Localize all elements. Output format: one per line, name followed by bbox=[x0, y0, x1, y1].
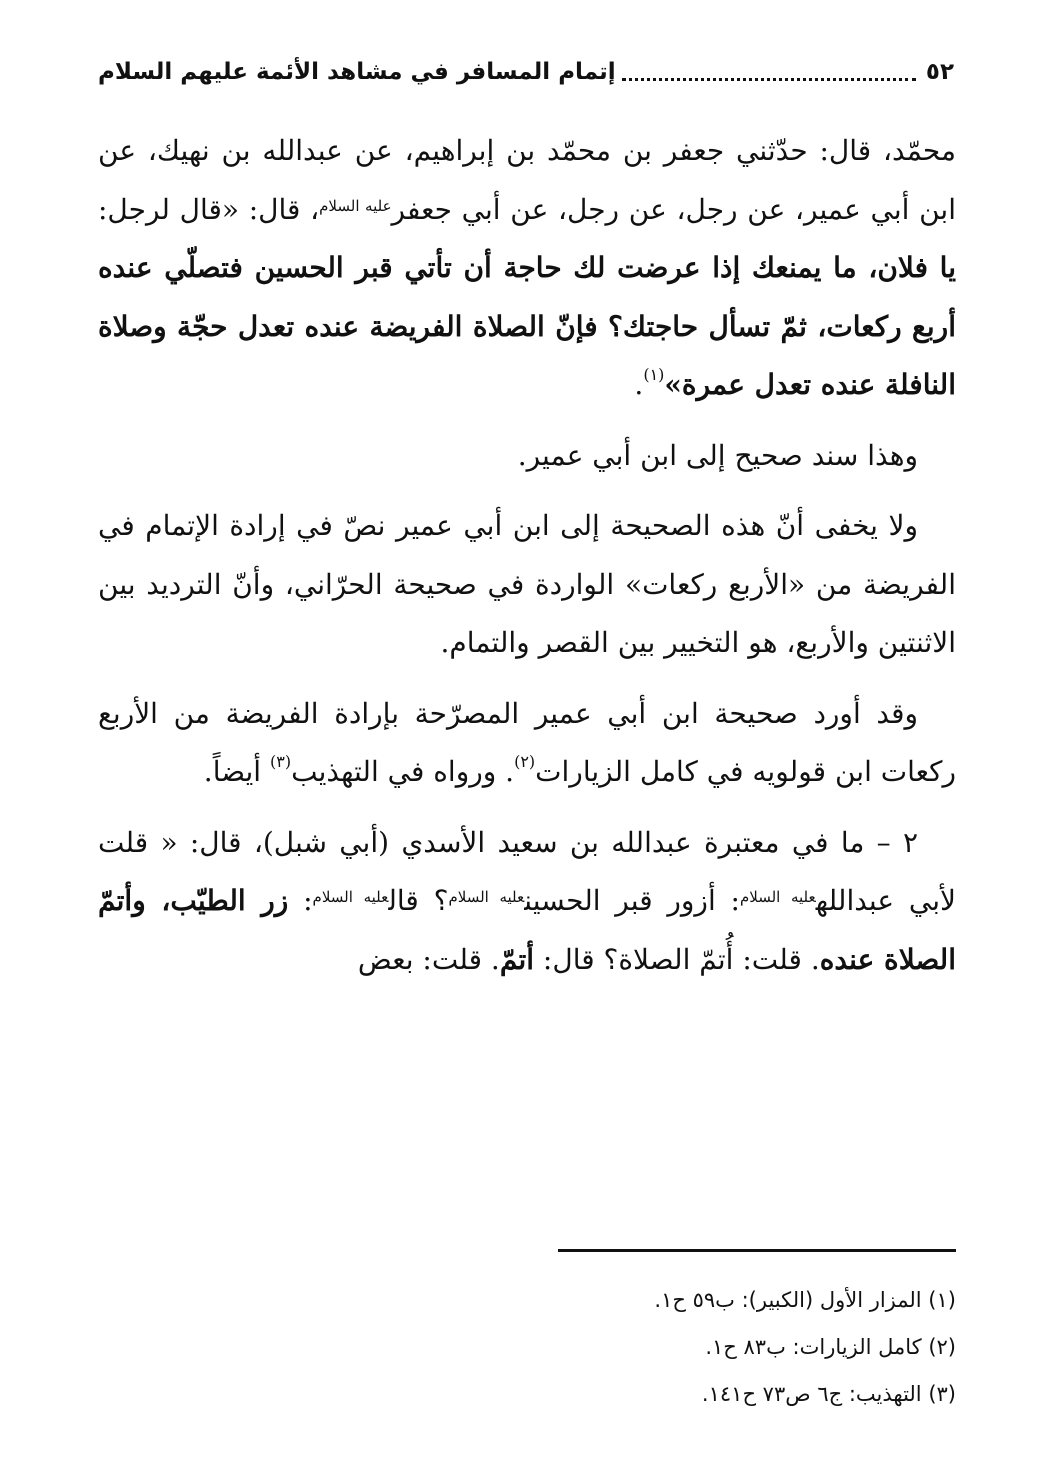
main-text bbox=[98, 122, 956, 1001]
footnote-1: (١) المزار الأول (الكبير): ب٥٩ ح١. bbox=[654, 1288, 956, 1312]
paragraph-5: ٢ – ما في معتبرة عبدالله بن سعيد الأسدي (أبي شبل)، قال: « قلت لأبي عبدالله$^{عليه السلام}$: أزور قبر الحسين$^{عليه السلام}$؟ قال$^{عليه السلام}$: زر الطيّب، وأتمّ الصلاة عنده. قلت: أُتمّ الصلاة؟ قال: أتمّ. قلت: بعض bbox=[98, 825, 956, 976]
running-header bbox=[98, 52, 954, 92]
page-number: ٥٢ bbox=[925, 59, 954, 85]
hadith-bold-text: يا فلان، ما يمنعك إذا عرضت لك حاجة أن تأتي قبر الحسين فتصلّي عنده أربع ركعات، ثمّ تسأل حاجتك؟ فإنّ الصلاة الفريضة عنده تعدل حجّة وصلاة النافلة عنده تعدل عمرة» bbox=[98, 251, 957, 401]
paragraph-1: محمّد، قال: حدّثني جعفر بن محمّد بن إبراهيم، عن عبدالله بن نهيك، عن ابن أبي عمير، عن رجل، عن رجل، عن أبي جعفر$^{عليه السلام}$، قال: «قال لرجل: يا فلان، ما يمنعك إذا عرضت لك حاجة أن تأتي قبر الحسين فتصلّي عنده أربع ركعات، ثمّ تسأل حاجتك؟ فإنّ الصلاة الفريضة عنده تعدل حجّة وصلاة النافلة عنده تعدل عمرة»$^{(١)}$. bbox=[98, 134, 957, 401]
eulogy-mark: عليه السلام bbox=[319, 196, 392, 215]
footnote-separator bbox=[558, 1249, 956, 1252]
footnote-3: (٣) التهذيب: ج٦ ص٧٣ ح١٤١. bbox=[701, 1382, 956, 1406]
hadith-bold-text: زر الطيّب، وأتمّ الصلاة عنده bbox=[98, 884, 956, 976]
hadith-bold-text: أتمّ bbox=[499, 942, 535, 976]
header-title: إتمام المسافر في مشاهد الأئمة عليهم السلام bbox=[98, 59, 616, 85]
eulogy-mark: عليه السلام bbox=[312, 888, 389, 906]
header-dot-leader bbox=[622, 64, 916, 81]
footnote-ref-3: (٣) bbox=[269, 752, 292, 771]
footnote-2: (٢) كامل الزيارات: ب٨٣ ح١. bbox=[705, 1335, 956, 1359]
footnotes bbox=[98, 1277, 956, 1418]
paragraph-2: وهذا سند صحيح إلى ابن أبي عمير. bbox=[517, 438, 918, 472]
eulogy-mark: عليه السلام bbox=[739, 888, 816, 906]
footnote-ref-1: (١) bbox=[643, 365, 665, 384]
footnote-ref-2: (٢) bbox=[514, 752, 536, 771]
paragraph-3: ولا يخفى أنّ هذه الصحيحة إلى ابن أبي عمير نصّ في إرادة الإتمام في الفريضة من «الأربع ركعات» الواردة في صحيحة الحرّاني، وأنّ الترديد بين الاثنتين والأربع، هو التخيير بين القصر والتمام. bbox=[98, 509, 956, 659]
eulogy-mark: عليه السلام bbox=[448, 888, 525, 906]
paragraph-4: وقد أورد صحيحة ابن أبي عمير المصرّحة بإرادة الفريضة من الأربع ركعات ابن قولويه في كامل الزيارات$^{(٢)}$. ورواه في التهذيب$^{(٣)}$ أيضاً. bbox=[98, 696, 956, 788]
